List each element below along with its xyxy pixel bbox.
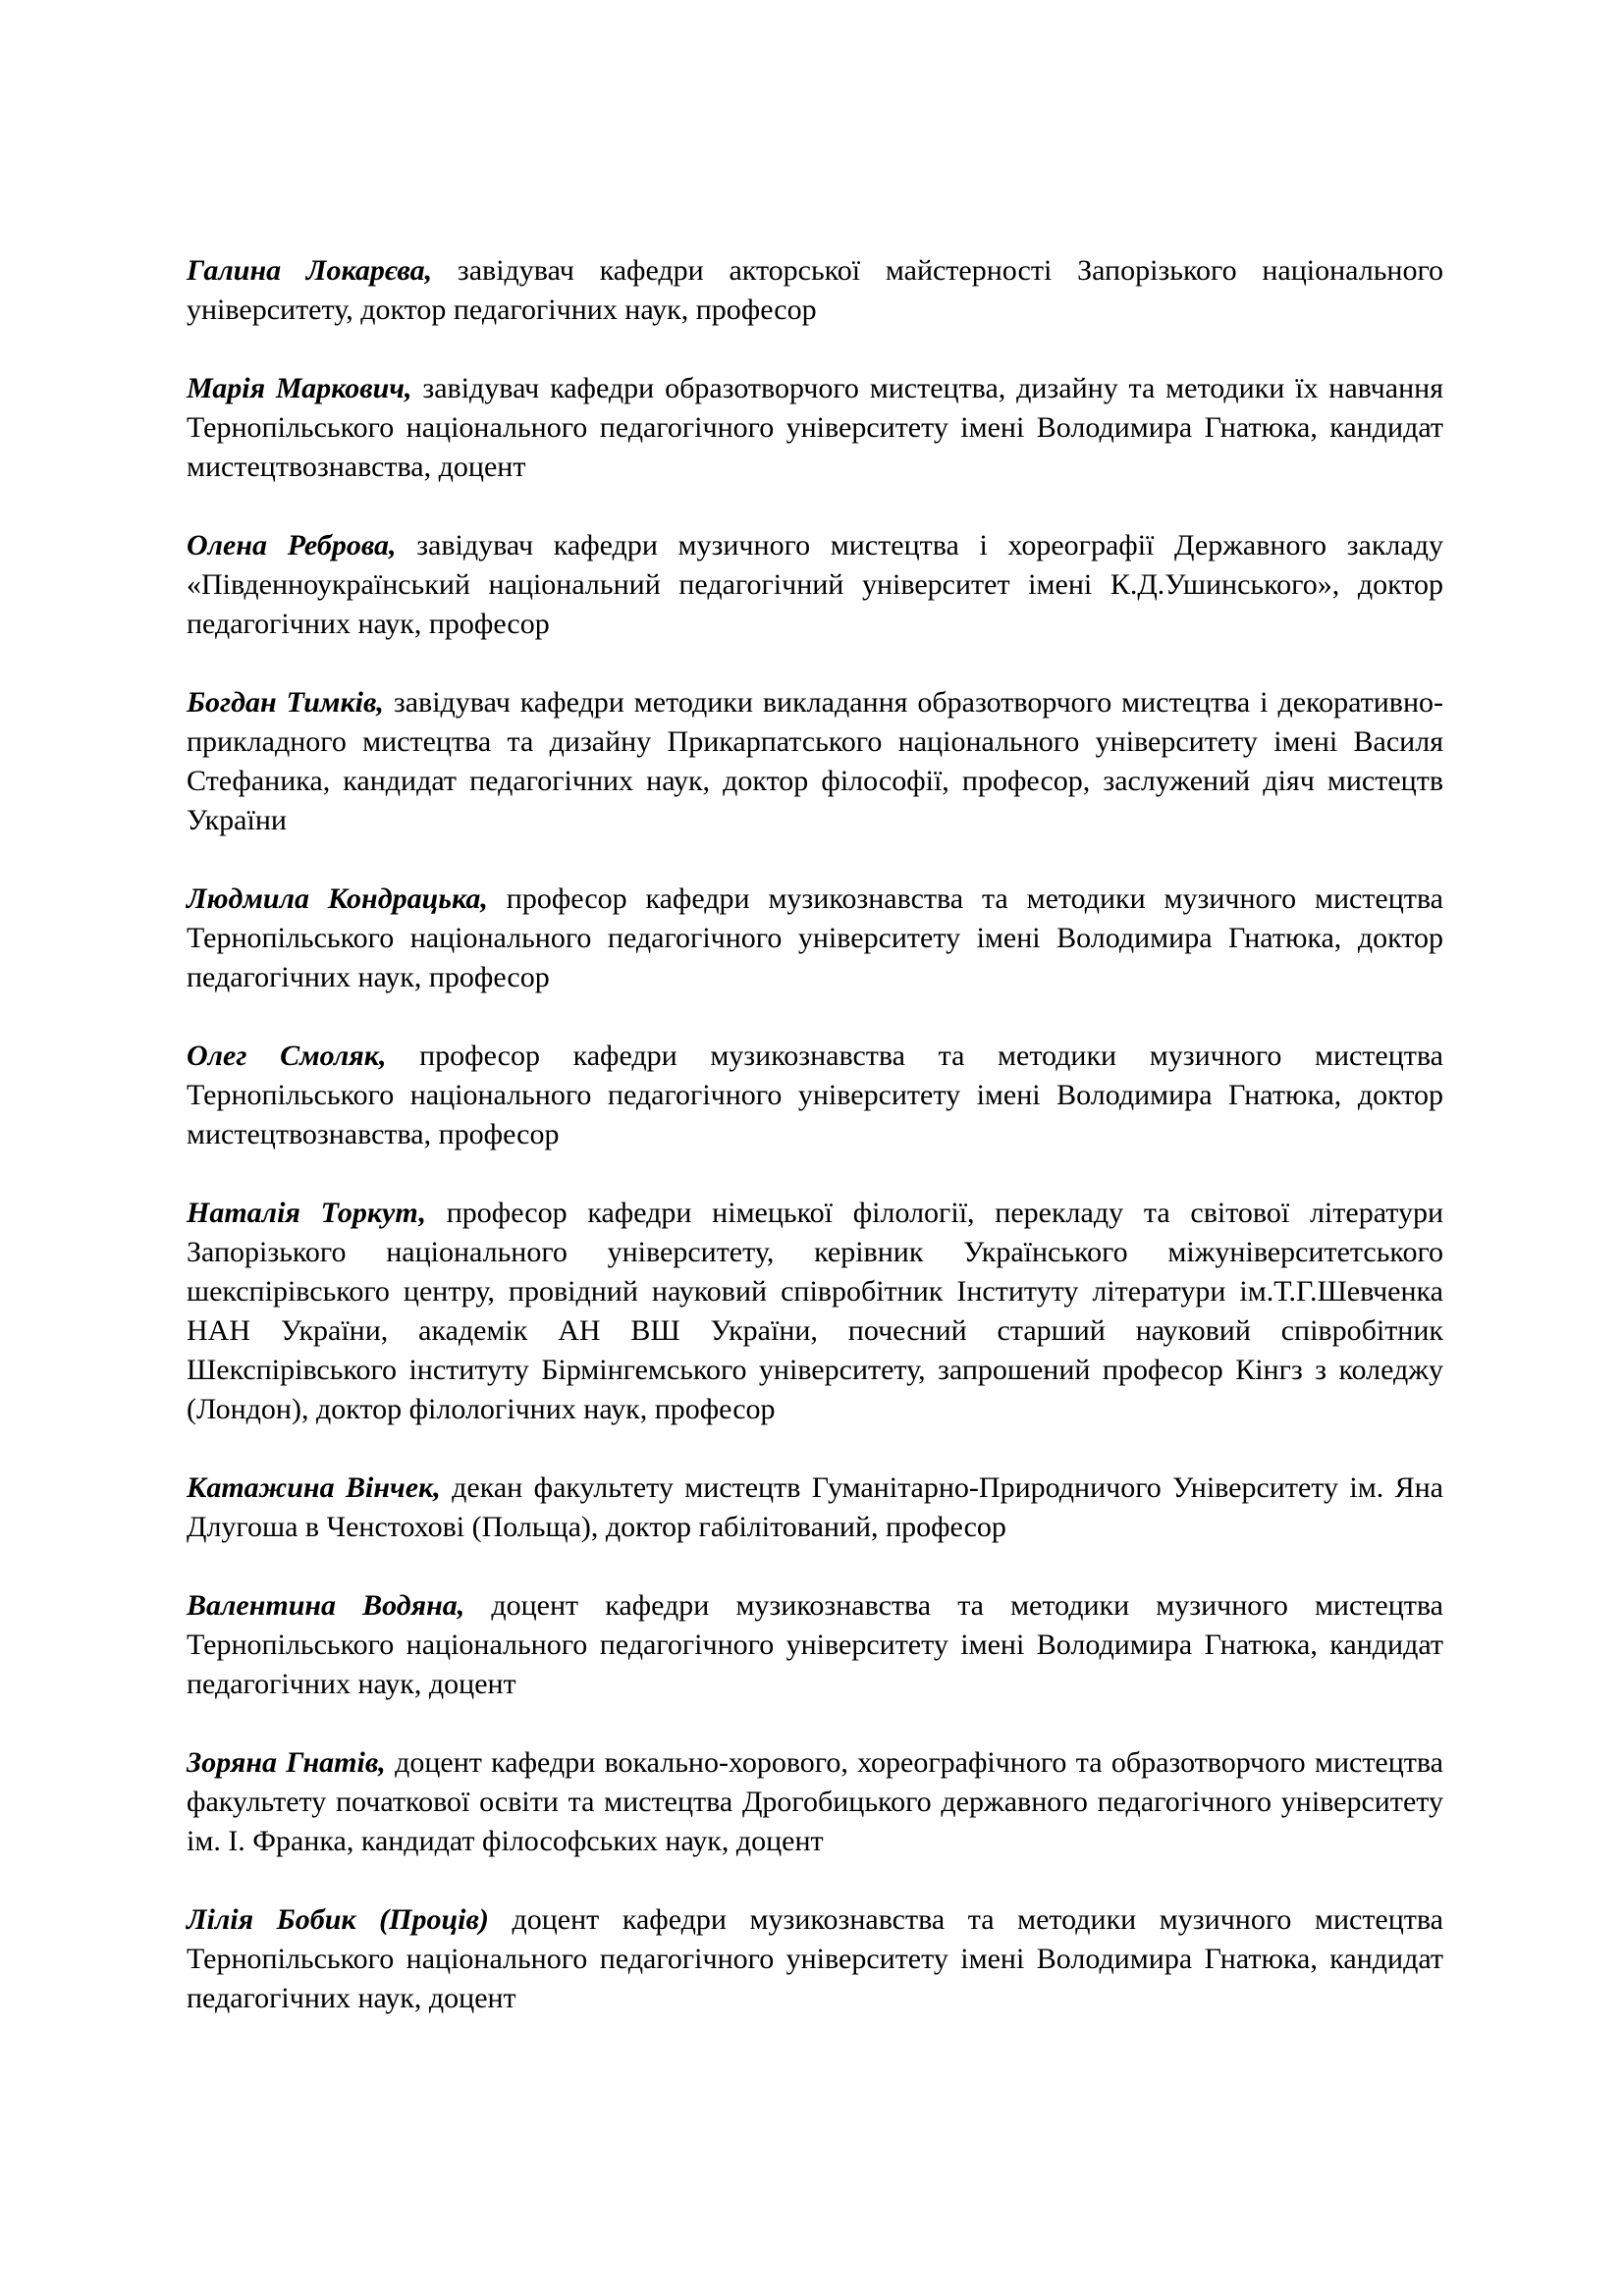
person-name: Валентина Водяна, bbox=[187, 1589, 465, 1622]
person-description: декан факультету мистецтв Гуманітарно-Природничого Університету ім. Яна Длугоша в Ченстохові (Польща), доктор габілітований, професор bbox=[187, 1471, 1443, 1543]
person-name: Олег Смоляк, bbox=[187, 1040, 387, 1072]
person-description: завідувач кафедри музичного мистецтва і хореографії Державного закладу «Південноукраїнський національний педагогічний університет імені К.Д.Ушинського», доктор педагогічних наук, професор bbox=[187, 529, 1443, 640]
person-name: Богдан Тимків, bbox=[187, 686, 384, 719]
person-description: завідувач кафедри образотворчого мистецтва, дизайну та методики їх навчання Тернопільського національного педагогічного університету імені Володимира Гнатюка, кандидат мистецтвознавства, доцент bbox=[187, 372, 1443, 483]
person-entry bbox=[187, 1037, 1443, 1154]
person-entry bbox=[187, 880, 1443, 997]
person-name: Галина Локарєва, bbox=[187, 254, 433, 287]
person-description: професор кафедри музикознавства та методики музичного мистецтва Тернопільського національного педагогічного університету імені Володимира Гнатюка, доктор мистецтвознавства, професор bbox=[187, 1040, 1443, 1150]
person-entry bbox=[187, 1586, 1443, 1704]
person-description: завідувач кафедри методики викладання образотворчого мистецтва і декоративно-прикладного мистецтва та дизайну Прикарпатського національного університету імені Василя Стефаника, кандидат педагогічних наук, доктор філософії, професор, заслужений діяч мистецтв України bbox=[187, 686, 1443, 836]
person-entry bbox=[187, 369, 1443, 487]
person-name: Олена Реброва, bbox=[187, 529, 397, 561]
person-description: доцент кафедри музикознавства та методики музичного мистецтва Тернопільського національного педагогічного університету імені Володимира Гнатюка, кандидат педагогічних наук, доцент bbox=[187, 1589, 1443, 1700]
person-name: Наталія Торкут, bbox=[187, 1197, 426, 1229]
person-description: завідувач кафедри акторської майстерності Запорізького національного університету, доктор педагогічних наук, професор bbox=[187, 254, 1444, 326]
person-entry bbox=[187, 251, 1443, 330]
person-entry bbox=[187, 1194, 1443, 1429]
person-entry bbox=[187, 683, 1443, 840]
person-name: Марія Маркович, bbox=[187, 372, 412, 404]
person-entry bbox=[187, 1900, 1443, 2018]
person-name: Людмила Кондрацька, bbox=[187, 882, 488, 915]
person-name: Катажина Вінчек, bbox=[187, 1471, 441, 1504]
person-description: професор кафедри німецької філології, перекладу та світової літератури Запорізького національного університету, керівник Українського міжуніверситетського шекспірівського центру, провідний науковий співробітник Інституту літератури ім.Т.Г.Шевченка НАН України, академік АН ВШ України, почесний старший науковий співробітник Шекспірівського інституту Бірмінгемського університету, запрошений професор Кінгз з коледжу (Лондон), доктор філологічних наук, професор bbox=[187, 1197, 1443, 1425]
person-entry bbox=[187, 1468, 1443, 1547]
person-entry bbox=[187, 526, 1443, 644]
person-description: доцент кафедри вокально-хорового, хореографічного та образотворчого мистецтва факультету початкової освіти та мистецтва Дрогобицького державного педагогічного університету ім. І. Франка, кандидат філософських наук, доцент bbox=[187, 1746, 1443, 1857]
person-name: Зоряна Гнатів, bbox=[187, 1746, 386, 1779]
person-entry bbox=[187, 1743, 1443, 1861]
person-description: професор кафедри музикознавства та методики музичного мистецтва Тернопільського національного педагогічного університету імені Володимира Гнатюка, доктор педагогічних наук, професор bbox=[187, 882, 1443, 993]
person-description: доцент кафедри музикознавства та методики музичного мистецтва Тернопільського національного педагогічного університету імені Володимира Гнатюка, кандидат педагогічних наук, доцент bbox=[187, 1903, 1443, 2014]
person-name: Лілія Бобик (Проців) bbox=[187, 1903, 489, 1936]
